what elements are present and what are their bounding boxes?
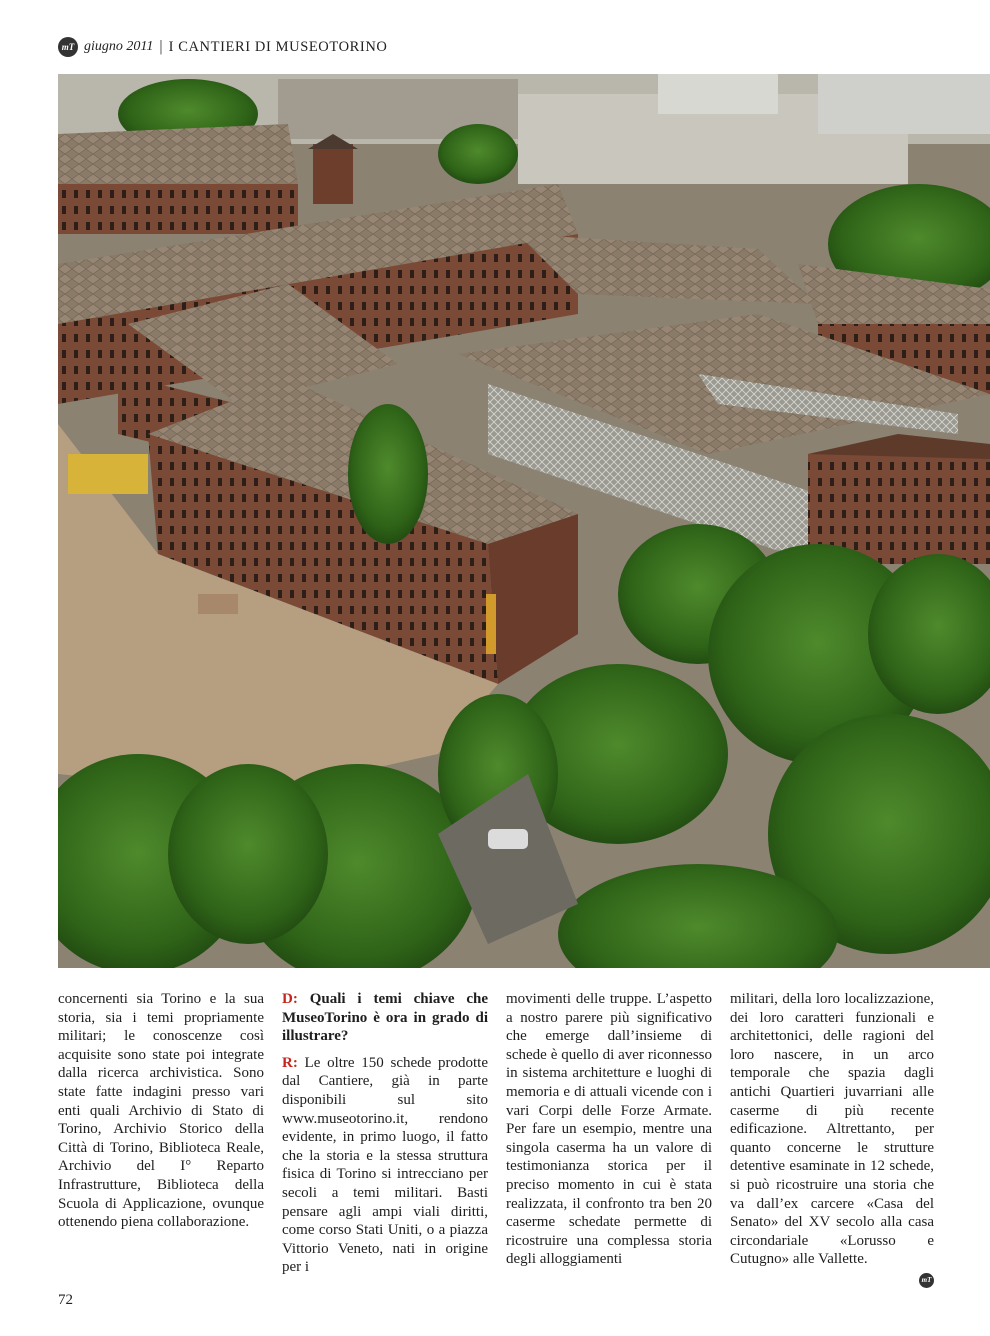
article-column-2 (282, 990, 488, 1277)
article-paragraph: movimenti delle truppe. L’aspetto a nostro parere più significativo che emerge dall’insieme di schede è quello di aver riconnesso in sistema architetture e luoghi di memoria e di attuali vicende con i vari Corpi delle Forze Armate. Per fare un esempio, mentre una singola caserma ha un valore di testimonianza storica per il preciso momento in cui è stata realizzata, il confronto tra ben 20 caserme schedate permette di ricostruire una complessa storia degli alloggiamenti (506, 991, 712, 1268)
page-header (58, 36, 388, 58)
publication-title: I CANTIERI DI MUSEOTORINO (168, 38, 388, 55)
issue-date: giugno 2011 (84, 39, 154, 54)
question-text: Quali i temi chiave che MuseoTorino è ora in grado di illustrare? (282, 991, 489, 1045)
article-column-1 (58, 990, 264, 1232)
aerial-photo-barracks-icon (58, 74, 990, 968)
header-separator: | (159, 38, 163, 55)
aerial-photo (58, 74, 990, 968)
page-number: 72 (58, 1292, 73, 1308)
museotorino-logo-icon: mT (58, 37, 78, 57)
article-paragraph: concernenti sia Torino e la sua storia, sia i temi propriamente militari; le conoscenze così acquisite sono state poi integrate dalla ricerca archivistica. Sono state fatte indagini presso vari enti quali Archivio di Stato di Torino, Archivio Storico della Città di Torino, Biblioteca Reale, Archivio del I° Reparto Infrastrutture, Biblioteca della Scuola di Applicazione, ovunque ottenendo piena collaborazione. (58, 991, 264, 1231)
answer-text: Le oltre 150 schede prodotte dal Cantiere, già in parte disponibili sul sito www.museotorino.it, rendono evidente, in primo luogo, il fatto che la storia e la stessa struttura fisica di Torino si intrecciano per secoli a temi militari. Basti pensare agli ampi viali diritti, come corso Stati Uniti, o a piazza Vittorio Veneto, nati in origine per i (282, 1054, 489, 1276)
answer-prefix: R: (282, 1054, 298, 1071)
question-prefix: D: (282, 991, 298, 1007)
interview-question (282, 990, 488, 1046)
end-of-article-icon: mT (919, 1273, 934, 1288)
article-column-4 (730, 990, 934, 1288)
article-paragraph: militari, della loro localizzazione, dei loro caratteri funzionali e architettonici, delle ragioni del loro nascere, in un arco temporale che spazia dagli antichi Quartieri juvarriani alle caserme di più recente edificazione. Altrettanto, per quanto concerne le strutture detentive esaminate in 12 schede, si può ricostruire una storia che va dall’ex carcere «Casa del Senato» del XV secolo alla casa circondariale «Lorusso e Cutugno» alle Vallette. (730, 991, 934, 1268)
interview-answer (282, 1054, 488, 1277)
article-column-3 (506, 990, 712, 1269)
